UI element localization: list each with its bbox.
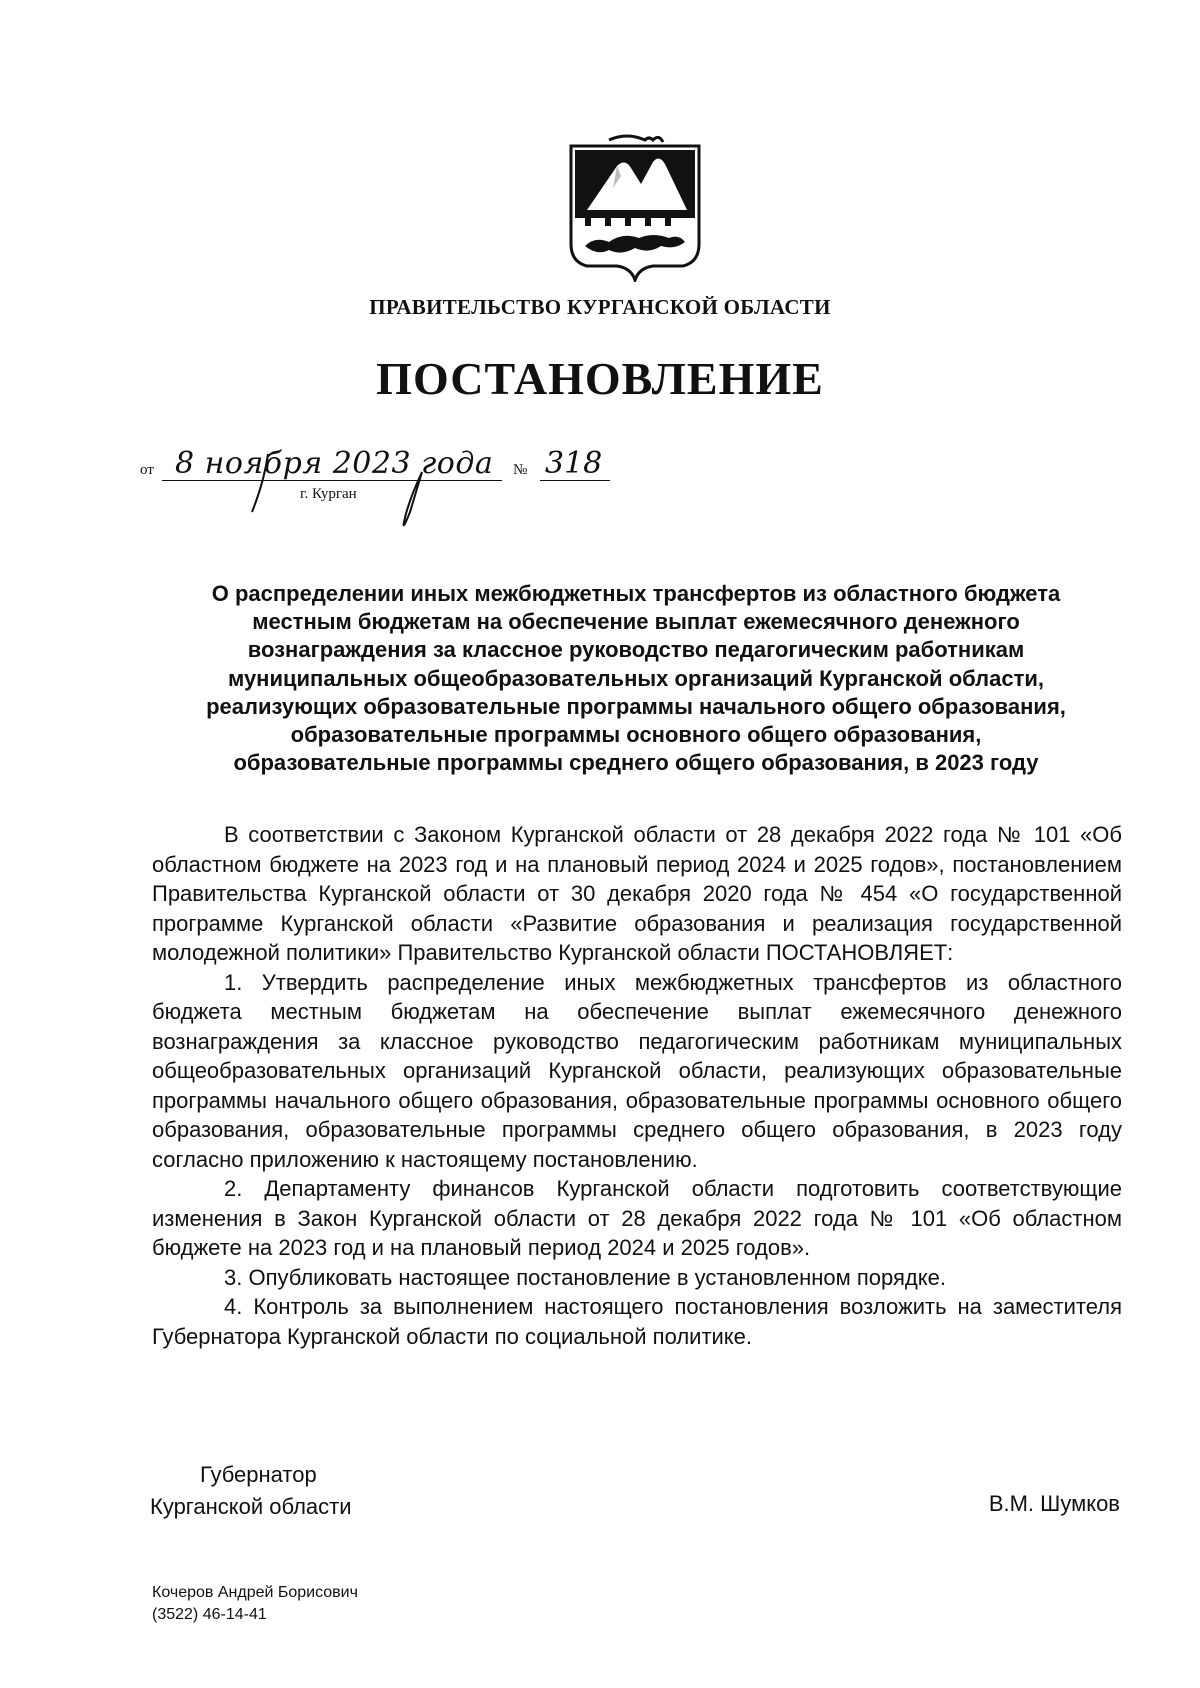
document-title bbox=[150, 580, 1122, 777]
clause-1-paragraph: 1. Утвердить распределение иных межбюджетных трансфертов из областного бюджета местным бюджетам на обеспечение выплат ежемесячного денежного вознаграждения за классное руководство педагогическим работникам муниципальных общеобразовательных организаций Курганской области, реализующих образовательные программы начального общего образования, образовательные программы основного общего образования, образовательные программы среднего общего образования, в 2023 году согласно приложению к настоящему постановлению. bbox=[152, 969, 1122, 1172]
clause-4-paragraph: 4. Контроль за выполнением настоящего постановления возложить на заместителя Губернатора Курганской области по социальной политике. bbox=[152, 1294, 1122, 1349]
organization-name: ПРАВИТЕЛЬСТВО КУРГАНСКОЙ ОБЛАСТИ bbox=[369, 295, 831, 319]
number-label: № bbox=[513, 462, 528, 478]
clause-3-paragraph: 3. Опубликовать настоящее постановление в установленном порядке. bbox=[224, 1264, 946, 1290]
contact-footer bbox=[152, 1582, 358, 1626]
signatory-position bbox=[150, 1459, 352, 1523]
title-line: местным бюджетам на обеспечение выплат ежемесячного денежного bbox=[252, 609, 1020, 635]
date-number-line bbox=[140, 442, 660, 502]
title-line: муниципальных общеобразовательных организаций Курганской области, bbox=[227, 665, 1045, 691]
preamble-paragraph: В соответствии с Законом Курганской области от 28 декабря 2022 года № 101 «Об областном бюджете на 2023 год и на плановый период 2024 и 2025 годов», постановлением Правительства Курганской области от 30 декабря 2020 года № 454 «О государственной программе Курганской области «Развитие образования и реализация государственной молодежной политики» Правительство Курганской области ПОСТАНОВЛЯЕТ: bbox=[152, 822, 1122, 965]
handwritten-date: 8 ноября 2023 года bbox=[175, 446, 494, 481]
position-line-1: Губернатор bbox=[200, 1462, 317, 1487]
city-label: г. Курган bbox=[300, 486, 357, 502]
signatory-name: В.М. Шумков bbox=[988, 1491, 1120, 1516]
document-body bbox=[152, 820, 1122, 1351]
title-line: образовательные программы основного общего образования, bbox=[290, 722, 982, 748]
title-line: реализующих образовательные программы начального общего образования, bbox=[206, 693, 1066, 719]
handwriting-strokes bbox=[140, 442, 660, 532]
position-line-2: Курганской области bbox=[150, 1494, 352, 1519]
clause-2-paragraph: 2. Департаменту финансов Курганской области подготовить соответствующие изменения в Закон Курганской области от 28 декабря 2022 года № 101 «Об областном бюджете на 2023 год и на плановый период 2024 и 2025 годов». bbox=[152, 1176, 1122, 1260]
contact-phone: (3522) 46-14-41 bbox=[152, 1606, 267, 1623]
title-line: вознаграждения за классное руководство педагогическим работникам bbox=[247, 637, 1025, 663]
coat-of-arms-emblem bbox=[565, 132, 705, 282]
title-line: О распределении иных межбюджетных трансфертов из областного бюджета bbox=[211, 581, 1061, 606]
title-line: образовательные программы среднего общего образования, в 2023 году bbox=[233, 750, 1039, 776]
contact-name: Кочеров Андрей Борисович bbox=[152, 1584, 358, 1601]
date-prefix-label: от bbox=[140, 462, 154, 478]
document-type-heading: ПОСТАНОВЛЕНИЕ bbox=[376, 353, 824, 404]
handwritten-number: 318 bbox=[545, 446, 603, 481]
